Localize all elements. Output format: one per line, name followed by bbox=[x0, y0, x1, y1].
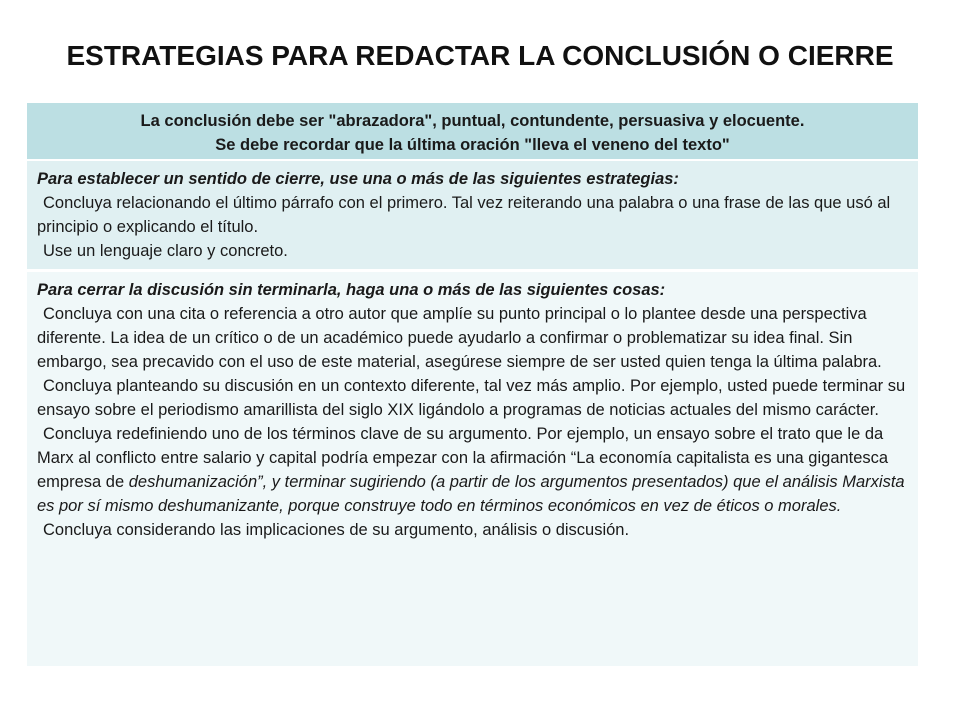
table-header bbox=[27, 103, 918, 161]
section-open-ended-closure bbox=[27, 272, 918, 666]
section-closure-strategies bbox=[27, 161, 918, 272]
list-item-text: Concluya considerando las implicaciones de su argumento, análisis o discusión. bbox=[43, 521, 630, 539]
list-item-text: Concluya relacionando el último párrafo con el primero. Tal vez reiterando una palabra o una frase de las que usó al principio o explicando el título. bbox=[37, 194, 891, 236]
header-line-2: Se debe recordar que la última oración "lleva el veneno del texto" bbox=[215, 136, 730, 154]
list-item bbox=[37, 191, 908, 239]
list-item-text: Use un lenguaje claro y concreto. bbox=[43, 242, 288, 260]
list-item bbox=[37, 518, 908, 542]
list-item bbox=[37, 239, 908, 263]
header-line-1: La conclusión debe ser "abrazadora", puntual, contundente, persuasiva y elocuente. bbox=[140, 112, 805, 130]
list-item-text: Concluya redefiniendo uno de los términos clave de su argumento. Por ejemplo, un ensayo sobre el trato que le da Marx al conflicto entre salario y capital podría empezar con la afirmación “La economía capitalista es una gigantesca empresa de bbox=[37, 425, 889, 491]
list-item-text-italic: deshumanización”, y terminar sugiriendo (a partir de los argumentos presentados) que el análisis Marxista es por sí mismo deshumanizante, porque construye todo en términos económicos en vez de éticos o morales. bbox=[37, 473, 905, 515]
content-table bbox=[27, 103, 918, 666]
list-item-text: Concluya planteando su discusión en un contexto diferente, tal vez más amplio. Por ejemplo, usted puede terminar su ensayo sobre el periodismo amarillista del siglo XIX ligándolo a programas de noticias actuales del mismo carácter. bbox=[37, 377, 906, 419]
list-item-text: Concluya con una cita o referencia a otro autor que amplíe su punto principal o lo plantee desde una perspectiva diferente. La idea de un crítico o de un académico puede ayudarlo a confirmar o problematizar su idea final. Sin embargo, sea precavido con el uso de este material, asegúrese siempre de ser usted quien tenga la última palabra. bbox=[37, 305, 882, 371]
list-item bbox=[37, 374, 908, 422]
list-item bbox=[37, 302, 908, 374]
list-item bbox=[37, 422, 908, 518]
page-title: ESTRATEGIAS PARA REDACTAR LA CONCLUSIÓN O CIERRE bbox=[66, 40, 894, 71]
section2-lead: Para cerrar la discusión sin terminarla, haga una o más de las siguientes cosas: bbox=[37, 281, 666, 299]
section1-lead: Para establecer un sentido de cierre, use una o más de las siguientes estrategias: bbox=[37, 170, 679, 188]
